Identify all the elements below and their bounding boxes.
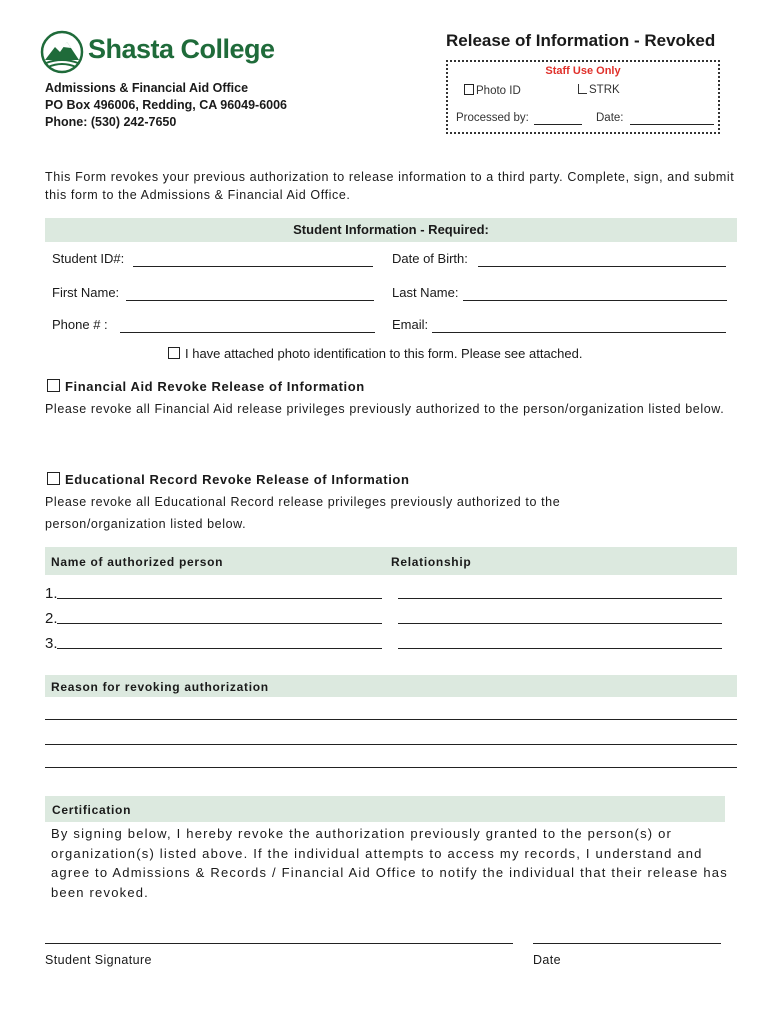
student-info-heading: Student Information - Required: bbox=[45, 218, 737, 242]
col-name-header: Name of authorized person bbox=[51, 555, 224, 569]
photo-attached-checkbox[interactable] bbox=[168, 347, 180, 359]
signature-date-label: Date bbox=[533, 953, 562, 967]
educational-checkbox[interactable] bbox=[47, 472, 60, 485]
photo-attached-label: I have attached photo identification to this form. Please see attached. bbox=[185, 346, 583, 361]
col-relationship-header: Relationship bbox=[391, 555, 472, 569]
strk-checkbox-row bbox=[578, 84, 620, 96]
reason-line-1[interactable] bbox=[45, 719, 737, 720]
authorized-table-header bbox=[45, 547, 737, 575]
row-3-name-line[interactable] bbox=[57, 648, 382, 649]
strk-label: STRK bbox=[589, 84, 620, 96]
intro-text: This Form revokes your previous authorization to release information to a third party. Complete, sign, and submit this form to the Admissions & Financial Aid Office. bbox=[45, 170, 735, 202]
staff-date-label: Date: bbox=[596, 112, 624, 124]
certification-body: By signing below, I hereby revoke the authorization previously granted to the person(s) or organization(s) listed above. If the individual attempts to access my records, I understand and agree to Admissions & Records / Financial Aid Office to notify the individual that their release has been revoked. bbox=[51, 826, 728, 900]
certification-heading: Certification bbox=[52, 803, 132, 817]
signature-date-line[interactable] bbox=[533, 943, 721, 944]
email-line[interactable] bbox=[432, 332, 726, 333]
office-address: PO Box 496006, Redding, CA 96049-6006 bbox=[45, 98, 288, 112]
financial-aid-heading-row bbox=[47, 379, 365, 394]
dob-line[interactable] bbox=[478, 266, 726, 267]
certification-header bbox=[45, 796, 725, 822]
email-label: Email: bbox=[392, 317, 429, 332]
phone-label: Phone # : bbox=[52, 317, 108, 332]
shasta-college-logo bbox=[40, 30, 280, 76]
office-address-block bbox=[45, 80, 287, 131]
financial-aid-body: Please revoke all Financial Aid release privileges previously authorized to the person/organization listed below. bbox=[45, 402, 725, 416]
last-name-line[interactable] bbox=[463, 300, 727, 301]
strk-checkbox[interactable] bbox=[578, 84, 587, 94]
row-number-2: 2. bbox=[45, 610, 58, 627]
photo-id-checkbox[interactable] bbox=[464, 84, 474, 95]
phone-line[interactable] bbox=[120, 332, 375, 333]
row-1-relationship-line[interactable] bbox=[398, 598, 722, 599]
logo-text: Shasta College bbox=[88, 34, 275, 64]
form-title: Release of Information - Revoked bbox=[446, 31, 716, 50]
first-name-label: First Name: bbox=[52, 285, 120, 300]
financial-aid-heading: Financial Aid Revoke Release of Information bbox=[65, 379, 365, 394]
mountain-logo-icon bbox=[40, 30, 84, 74]
row-number-1: 1. bbox=[45, 585, 58, 602]
row-number-3: 3. bbox=[45, 635, 58, 652]
photo-attached-row bbox=[168, 346, 582, 361]
student-id-line[interactable] bbox=[133, 266, 373, 267]
photo-id-label: Photo ID bbox=[476, 85, 521, 97]
educational-body: Please revoke all Educational Record release privileges previously authorized to the person/organization listed below. bbox=[45, 495, 561, 531]
reason-line-2[interactable] bbox=[45, 744, 737, 745]
office-phone: Phone: (530) 242-7650 bbox=[45, 115, 177, 129]
processed-by-line[interactable] bbox=[534, 124, 582, 125]
row-3-relationship-line[interactable] bbox=[398, 648, 722, 649]
row-1-name-line[interactable] bbox=[57, 598, 382, 599]
reason-line-3[interactable] bbox=[45, 767, 737, 768]
row-2-name-line[interactable] bbox=[57, 623, 382, 624]
reason-heading: Reason for revoking authorization bbox=[51, 680, 269, 694]
staff-use-box bbox=[446, 60, 720, 134]
educational-heading-row bbox=[47, 472, 410, 487]
processed-by-label: Processed by: bbox=[456, 112, 529, 124]
staff-use-title: Staff Use Only bbox=[545, 65, 621, 77]
photo-id-checkbox-row bbox=[464, 84, 521, 97]
row-2-relationship-line[interactable] bbox=[398, 623, 722, 624]
staff-date-line[interactable] bbox=[630, 124, 714, 125]
student-signature-label: Student Signature bbox=[45, 953, 152, 967]
dob-label: Date of Birth: bbox=[392, 251, 468, 266]
financial-aid-checkbox[interactable] bbox=[47, 379, 60, 392]
reason-header bbox=[45, 675, 737, 697]
student-id-label: Student ID#: bbox=[52, 251, 125, 266]
last-name-label: Last Name: bbox=[392, 285, 459, 300]
first-name-line[interactable] bbox=[126, 300, 374, 301]
student-signature-line[interactable] bbox=[45, 943, 513, 944]
office-name: Admissions & Financial Aid Office bbox=[45, 81, 249, 95]
educational-heading: Educational Record Revoke Release of Information bbox=[65, 472, 410, 487]
